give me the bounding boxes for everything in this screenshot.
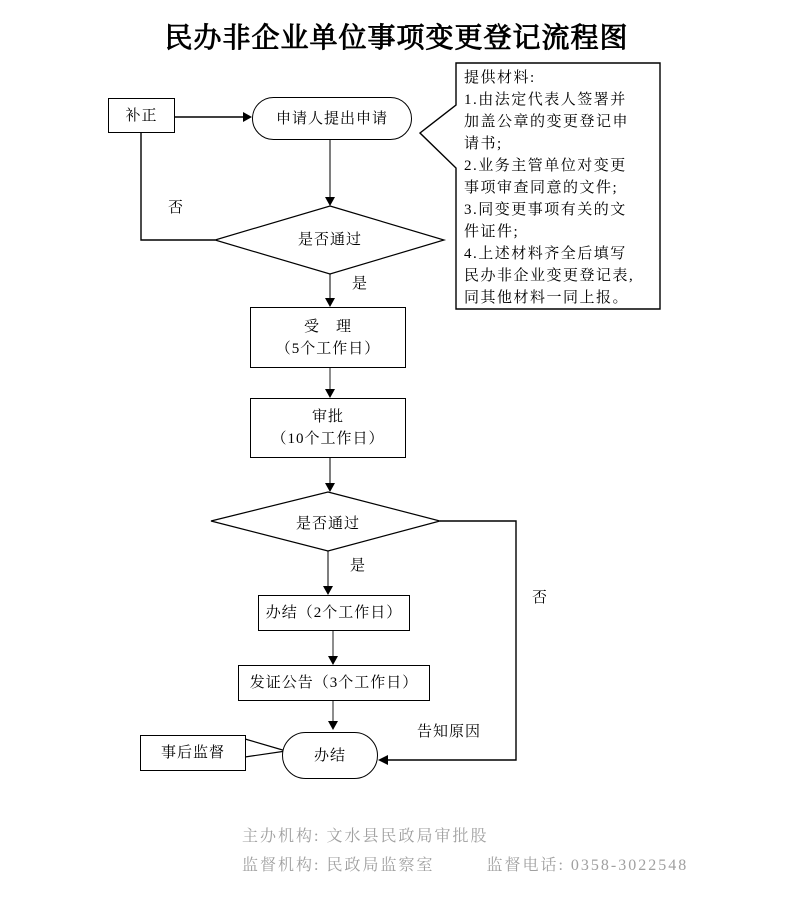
node-accept	[250, 307, 406, 368]
node-close-box	[258, 595, 410, 631]
footer-organizer: 主办机构: 文水县民政局审批股	[242, 828, 489, 845]
node-announce-label: 发证公告（3个工作日）	[249, 675, 419, 691]
arrowhead-into-accept	[325, 298, 335, 307]
edge-label-notify-reason: 告知原因	[417, 724, 482, 740]
edge-decision1-no-elbow	[141, 133, 215, 240]
node-accept-sub: （5个工作日）	[275, 340, 381, 357]
arrowhead-into-decision1	[325, 197, 335, 206]
materials-line: 同其他材料一同上报。	[464, 290, 630, 306]
node-apply-label: 申请人提出申请	[275, 110, 388, 127]
materials-line: 民办非企业变更登记表,	[464, 268, 635, 284]
footer-phone: 监督电话: 0358-3022548	[486, 857, 689, 874]
footer-supervisor: 监督机构: 民政局监察室	[242, 857, 435, 874]
edge-label-yes-bottom: 是	[350, 558, 367, 574]
node-post-supervision	[140, 735, 246, 771]
edge-label-no-right: 否	[532, 590, 549, 606]
edge-supervision-wedge-top	[245, 739, 286, 751]
footer-supervision-row	[242, 851, 688, 880]
edge-label-no-top: 否	[168, 200, 185, 216]
materials-line: 事项审查同意的文件;	[464, 180, 619, 196]
edge-supervision-wedge-bottom	[245, 751, 286, 757]
arrowhead-into-approve	[325, 389, 335, 398]
materials-line: 加盖公章的变更登记申	[464, 114, 630, 130]
node-accept-title: 受 理	[303, 318, 352, 335]
materials-line: 件证件;	[464, 224, 520, 240]
arrowhead-into-closeoval	[328, 721, 338, 730]
node-post-supervision-label: 事后监督	[160, 745, 225, 761]
materials-line: 4.上述材料齐全后填写	[464, 246, 627, 262]
materials-line: 3.同变更事项有关的文	[464, 202, 627, 218]
edge-label-yes-top: 是	[352, 276, 369, 292]
node-decision1-label: 是否通过	[297, 232, 362, 248]
node-decision2-label: 是否通过	[295, 516, 360, 532]
page-title: 民办非企业单位事项变更登记流程图	[164, 23, 629, 54]
materials-line: 1.由法定代表人签署并	[464, 92, 627, 108]
arrowhead-into-apply	[243, 112, 252, 122]
arrowhead-into-close	[323, 586, 333, 595]
node-close-oval	[282, 732, 378, 779]
node-announce	[238, 665, 430, 701]
node-close-box-label: 办结（2个工作日）	[265, 605, 403, 621]
node-correction-label: 补正	[125, 107, 158, 124]
materials-line: 2.业务主管单位对变更	[464, 158, 627, 174]
materials-line: 提供材料:	[464, 70, 536, 86]
footer	[242, 822, 688, 880]
arrowhead-into-announce	[328, 656, 338, 665]
node-close-oval-label: 办结	[313, 747, 346, 764]
node-approve	[250, 398, 406, 458]
node-apply-oval	[252, 97, 412, 140]
arrowhead-no-into-closeoval	[378, 755, 388, 765]
materials-line: 请书;	[464, 136, 503, 152]
node-approve-title: 审批	[311, 409, 344, 425]
materials-callout-text	[464, 67, 656, 309]
arrowhead-into-decision2	[325, 483, 335, 492]
node-correction	[108, 98, 175, 133]
node-approve-sub: （10个工作日）	[271, 431, 385, 447]
